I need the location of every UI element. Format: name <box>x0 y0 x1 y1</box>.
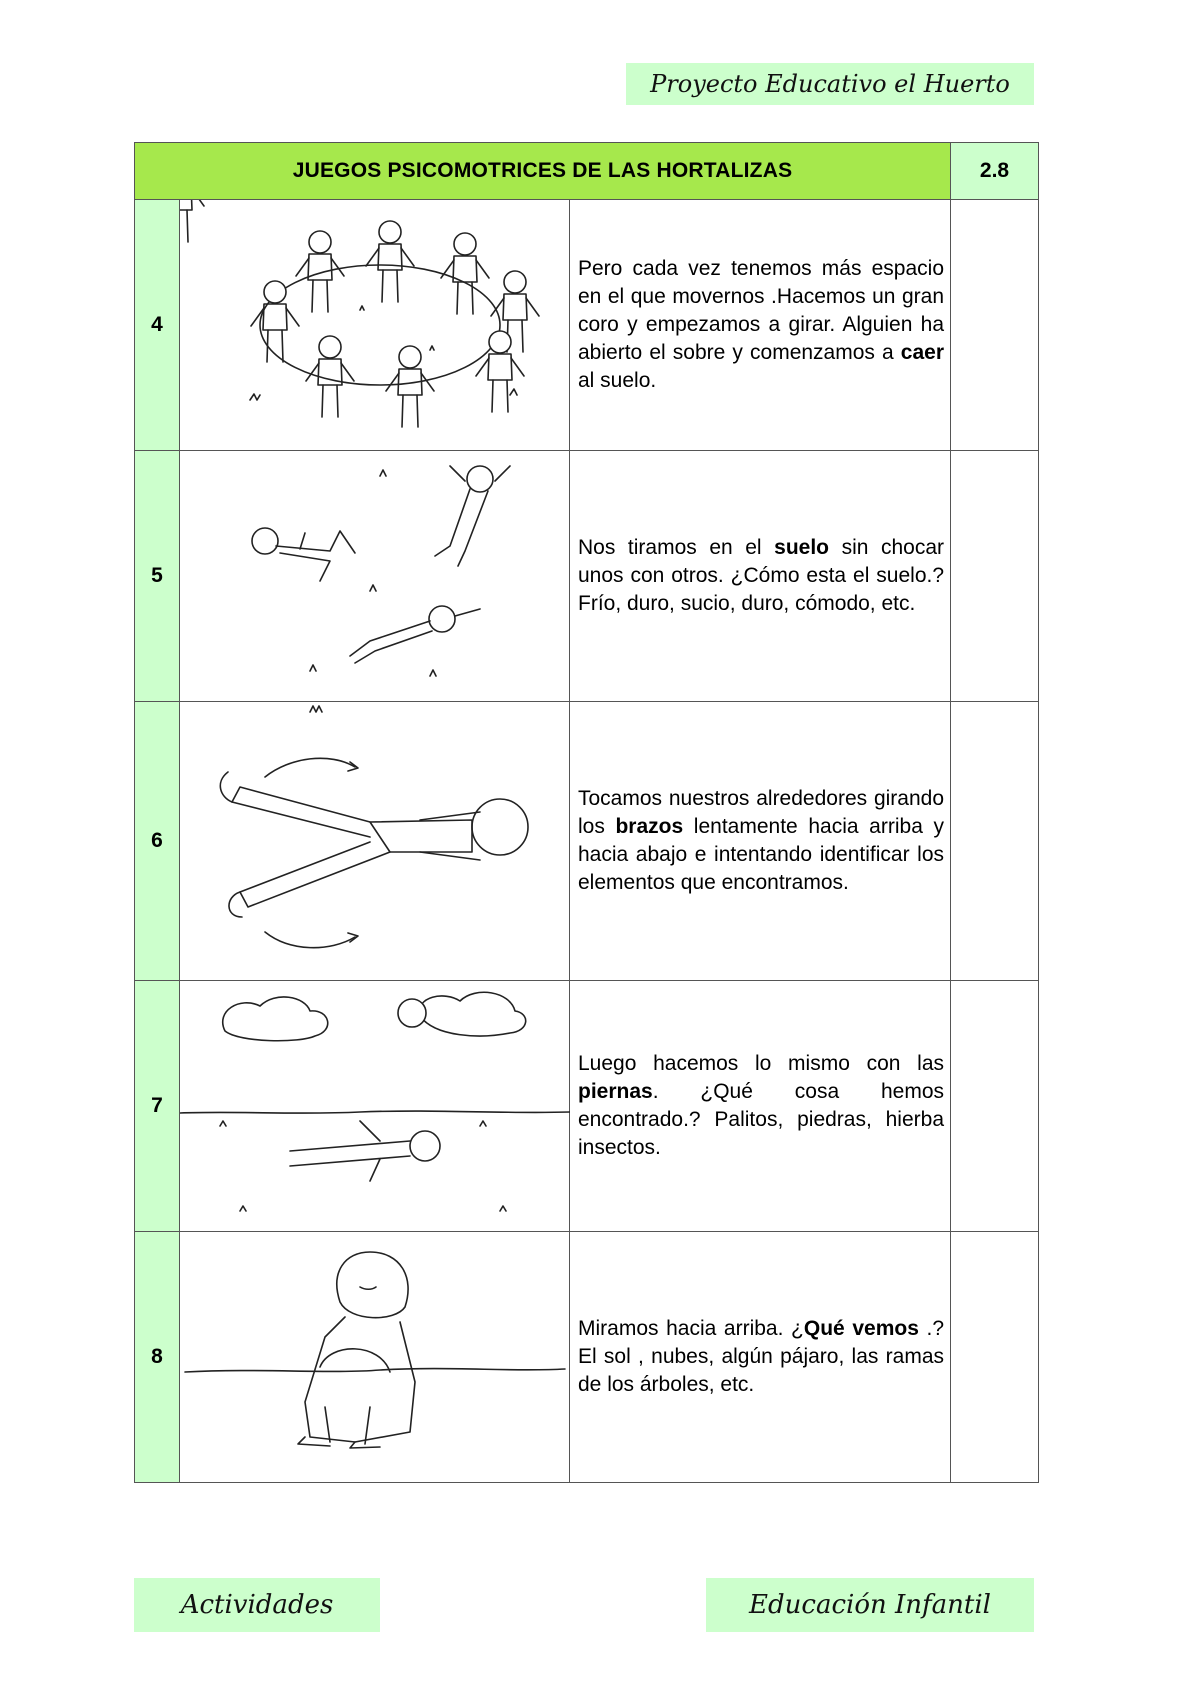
row-description <box>570 1232 951 1483</box>
table-row <box>135 451 1039 702</box>
table-row <box>135 981 1039 1232</box>
child-moving-arms-icon <box>180 702 570 980</box>
keyword-text: caer <box>900 341 945 364</box>
row-illustration <box>180 451 570 702</box>
keyword-text: Qué vemos <box>803 1317 919 1340</box>
row-illustration <box>180 981 570 1232</box>
description-text: Luego hacemos lo mismo con las <box>578 1052 945 1075</box>
row-number: 7 <box>135 981 180 1232</box>
description-text: .? El sol , nubes, algún pájaro, las ramas de los árboles, etc. <box>578 1317 945 1396</box>
row-illustration <box>180 1232 570 1483</box>
table-row <box>135 200 1039 451</box>
row-description <box>570 451 951 702</box>
row-number: 8 <box>135 1232 180 1483</box>
description-text: sin chocar unos con otros. ¿Cómo esta el suelo.? Frío, duro, sucio, duro, cómodo, etc. <box>578 536 945 615</box>
description-text: . ¿Qué cosa hemos encontrado.? Palitos, piedras, hierba insectos. <box>578 1080 945 1159</box>
description-text: Nos tiramos en el <box>578 536 775 559</box>
row-illustration <box>180 200 570 451</box>
table-title: JUEGOS PSICOMOTRICES DE LAS HORTALIZAS <box>135 143 951 200</box>
empty-cell <box>951 702 1039 981</box>
row-description <box>570 702 951 981</box>
description-text: Tocamos nuestros alrededores girando los <box>578 787 945 838</box>
empty-cell <box>951 981 1039 1232</box>
description-text: al suelo. <box>578 369 657 392</box>
row-description <box>570 200 951 451</box>
empty-cell <box>951 1232 1039 1483</box>
activity-table <box>134 142 1039 1483</box>
row-number: 4 <box>135 200 180 451</box>
empty-cell <box>951 200 1039 451</box>
empty-cell <box>951 451 1039 702</box>
table-row <box>135 1232 1039 1483</box>
footer-activities-label: Actividades <box>134 1578 380 1632</box>
children-lying-icon <box>180 451 570 701</box>
activity-code: 2.8 <box>951 143 1039 200</box>
child-sitting-icon <box>180 1232 570 1482</box>
project-header-label: Proyecto Educativo el Huerto <box>626 63 1034 105</box>
row-number: 5 <box>135 451 180 702</box>
table-header-row <box>135 143 1039 200</box>
description-text: Miramos hacia arriba. ¿ <box>578 1317 804 1340</box>
description-text: lentamente hacia arriba y hacia abajo e intentando identificar los elementos que encontramos. <box>578 815 945 894</box>
table-row <box>135 702 1039 981</box>
keyword-text: piernas <box>578 1080 653 1103</box>
children-circle-icon <box>180 200 570 450</box>
keyword-text: brazos <box>615 815 684 838</box>
description-text: Pero cada vez tenemos más espacio en el que movernos .Hacemos un gran coro y empezamos a girar. Alguien ha abierto el sobre y comenzamos a <box>578 257 945 364</box>
keyword-text: suelo <box>774 536 830 559</box>
row-illustration <box>180 702 570 981</box>
child-lying-sky-icon <box>180 981 570 1231</box>
row-description <box>570 981 951 1232</box>
footer-education-label: Educación Infantil <box>706 1578 1034 1632</box>
row-number: 6 <box>135 702 180 981</box>
